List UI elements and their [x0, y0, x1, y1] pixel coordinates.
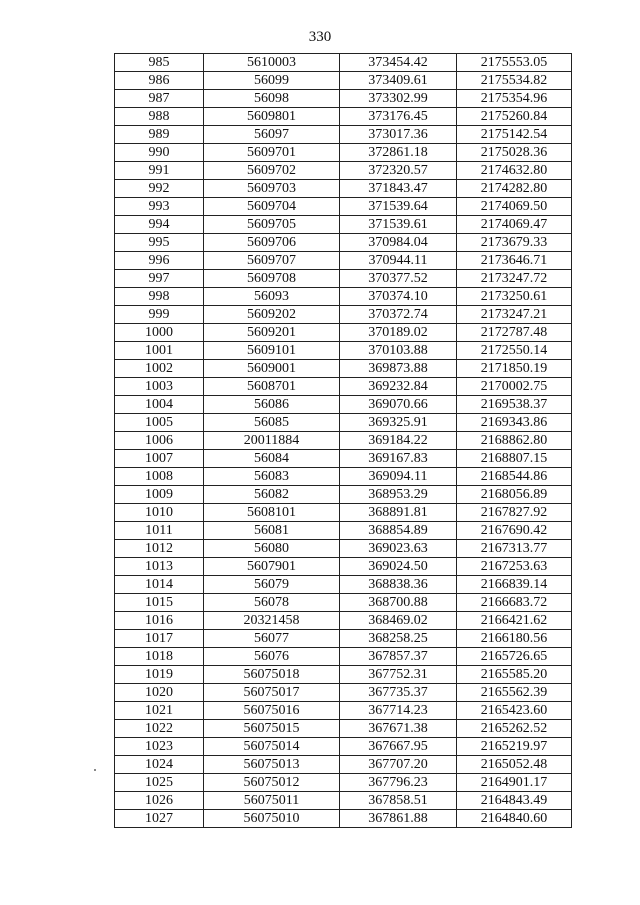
- coordinates-table: [114, 53, 572, 828]
- point-number-cell: 1003: [115, 378, 204, 396]
- point-id-cell: 5609705: [204, 216, 340, 234]
- table-row: [115, 648, 572, 666]
- x-coordinate-cell: 367857.37: [340, 648, 457, 666]
- point-number-cell: 1014: [115, 576, 204, 594]
- table-row: [115, 504, 572, 522]
- y-coordinate-cell: 2164843.49: [457, 792, 572, 810]
- y-coordinate-cell: 2170002.75: [457, 378, 572, 396]
- point-number-cell: 1010: [115, 504, 204, 522]
- y-coordinate-cell: 2164901.17: [457, 774, 572, 792]
- point-id-cell: 56075010: [204, 810, 340, 828]
- x-coordinate-cell: 372861.18: [340, 144, 457, 162]
- x-coordinate-cell: 368953.29: [340, 486, 457, 504]
- point-number-cell: 1026: [115, 792, 204, 810]
- table-row: [115, 54, 572, 72]
- y-coordinate-cell: 2168544.86: [457, 468, 572, 486]
- point-id-cell: 56078: [204, 594, 340, 612]
- point-number-cell: 1017: [115, 630, 204, 648]
- table-row: [115, 612, 572, 630]
- x-coordinate-cell: 367667.95: [340, 738, 457, 756]
- point-number-cell: 991: [115, 162, 204, 180]
- point-number-cell: 1004: [115, 396, 204, 414]
- point-number-cell: 1021: [115, 702, 204, 720]
- y-coordinate-cell: 2171850.19: [457, 360, 572, 378]
- point-number-cell: 997: [115, 270, 204, 288]
- y-coordinate-cell: 2175354.96: [457, 90, 572, 108]
- table-row: [115, 486, 572, 504]
- table-row: [115, 468, 572, 486]
- table-row: [115, 450, 572, 468]
- y-coordinate-cell: 2175553.05: [457, 54, 572, 72]
- point-id-cell: 56075018: [204, 666, 340, 684]
- point-number-cell: 1011: [115, 522, 204, 540]
- point-number-cell: 1018: [115, 648, 204, 666]
- x-coordinate-cell: 372320.57: [340, 162, 457, 180]
- y-coordinate-cell: 2172787.48: [457, 324, 572, 342]
- y-coordinate-cell: 2165726.65: [457, 648, 572, 666]
- point-id-cell: 5609703: [204, 180, 340, 198]
- point-id-cell: 5609706: [204, 234, 340, 252]
- page-number: 330: [308, 29, 332, 45]
- point-id-cell: 56086: [204, 396, 340, 414]
- point-id-cell: 20011884: [204, 432, 340, 450]
- y-coordinate-cell: 2167690.42: [457, 522, 572, 540]
- x-coordinate-cell: 369023.63: [340, 540, 457, 558]
- y-coordinate-cell: 2166421.62: [457, 612, 572, 630]
- point-number-cell: 1015: [115, 594, 204, 612]
- y-coordinate-cell: 2165262.52: [457, 720, 572, 738]
- point-id-cell: 56083: [204, 468, 340, 486]
- x-coordinate-cell: 367735.37: [340, 684, 457, 702]
- table-row: [115, 90, 572, 108]
- x-coordinate-cell: 370984.04: [340, 234, 457, 252]
- x-coordinate-cell: 373409.61: [340, 72, 457, 90]
- point-id-cell: 56079: [204, 576, 340, 594]
- point-id-cell: 56075012: [204, 774, 340, 792]
- table-row: [115, 684, 572, 702]
- table-row: [115, 594, 572, 612]
- table-row: [115, 360, 572, 378]
- point-id-cell: 56075017: [204, 684, 340, 702]
- point-number-cell: 1005: [115, 414, 204, 432]
- point-id-cell: 5609707: [204, 252, 340, 270]
- table-row: [115, 540, 572, 558]
- point-number-cell: 987: [115, 90, 204, 108]
- point-number-cell: 1025: [115, 774, 204, 792]
- table-row: [115, 630, 572, 648]
- y-coordinate-cell: 2164840.60: [457, 810, 572, 828]
- point-id-cell: 56099: [204, 72, 340, 90]
- y-coordinate-cell: 2168807.15: [457, 450, 572, 468]
- table-row: [115, 180, 572, 198]
- table-row: [115, 216, 572, 234]
- table-row: [115, 306, 572, 324]
- point-id-cell: 5607901: [204, 558, 340, 576]
- x-coordinate-cell: 367861.88: [340, 810, 457, 828]
- point-id-cell: 56075013: [204, 756, 340, 774]
- point-id-cell: 20321458: [204, 612, 340, 630]
- point-id-cell: 5609101: [204, 342, 340, 360]
- point-id-cell: 5609202: [204, 306, 340, 324]
- x-coordinate-cell: 369873.88: [340, 360, 457, 378]
- y-coordinate-cell: 2175028.36: [457, 144, 572, 162]
- x-coordinate-cell: 367752.31: [340, 666, 457, 684]
- table-row: [115, 666, 572, 684]
- x-coordinate-cell: 369167.83: [340, 450, 457, 468]
- x-coordinate-cell: 371539.61: [340, 216, 457, 234]
- point-number-cell: 995: [115, 234, 204, 252]
- scan-artifact-dot: [94, 769, 96, 771]
- y-coordinate-cell: 2173250.61: [457, 288, 572, 306]
- y-coordinate-cell: 2166180.56: [457, 630, 572, 648]
- point-id-cell: 56084: [204, 450, 340, 468]
- x-coordinate-cell: 368854.89: [340, 522, 457, 540]
- x-coordinate-cell: 367707.20: [340, 756, 457, 774]
- y-coordinate-cell: 2167313.77: [457, 540, 572, 558]
- point-number-cell: 1009: [115, 486, 204, 504]
- table-row: [115, 252, 572, 270]
- y-coordinate-cell: 2175260.84: [457, 108, 572, 126]
- table-row: [115, 126, 572, 144]
- y-coordinate-cell: 2173646.71: [457, 252, 572, 270]
- point-number-cell: 1027: [115, 810, 204, 828]
- y-coordinate-cell: 2169538.37: [457, 396, 572, 414]
- table-row: [115, 270, 572, 288]
- y-coordinate-cell: 2172550.14: [457, 342, 572, 360]
- point-number-cell: 998: [115, 288, 204, 306]
- table-row: [115, 162, 572, 180]
- x-coordinate-cell: 369184.22: [340, 432, 457, 450]
- table-row: [115, 72, 572, 90]
- table-row: [115, 774, 572, 792]
- y-coordinate-cell: 2173679.33: [457, 234, 572, 252]
- point-number-cell: 985: [115, 54, 204, 72]
- point-id-cell: 5609001: [204, 360, 340, 378]
- point-number-cell: 1024: [115, 756, 204, 774]
- point-number-cell: 993: [115, 198, 204, 216]
- point-id-cell: 56097: [204, 126, 340, 144]
- point-number-cell: 994: [115, 216, 204, 234]
- x-coordinate-cell: 367858.51: [340, 792, 457, 810]
- table-row: [115, 198, 572, 216]
- table-row: [115, 792, 572, 810]
- point-number-cell: 986: [115, 72, 204, 90]
- y-coordinate-cell: 2175534.82: [457, 72, 572, 90]
- point-id-cell: 5609701: [204, 144, 340, 162]
- y-coordinate-cell: 2174069.50: [457, 198, 572, 216]
- point-number-cell: 1020: [115, 684, 204, 702]
- table-row: [115, 108, 572, 126]
- x-coordinate-cell: 368700.88: [340, 594, 457, 612]
- point-number-cell: 1012: [115, 540, 204, 558]
- point-number-cell: 1023: [115, 738, 204, 756]
- point-id-cell: 56085: [204, 414, 340, 432]
- y-coordinate-cell: 2168056.89: [457, 486, 572, 504]
- x-coordinate-cell: 368469.02: [340, 612, 457, 630]
- table-row: [115, 522, 572, 540]
- table-row: [115, 144, 572, 162]
- point-number-cell: 1019: [115, 666, 204, 684]
- point-number-cell: 1016: [115, 612, 204, 630]
- point-number-cell: 1022: [115, 720, 204, 738]
- point-number-cell: 1013: [115, 558, 204, 576]
- x-coordinate-cell: 369325.91: [340, 414, 457, 432]
- point-id-cell: 56075011: [204, 792, 340, 810]
- x-coordinate-cell: 370189.02: [340, 324, 457, 342]
- x-coordinate-cell: 370372.74: [340, 306, 457, 324]
- y-coordinate-cell: 2174069.47: [457, 216, 572, 234]
- point-id-cell: 56077: [204, 630, 340, 648]
- table-row: [115, 810, 572, 828]
- x-coordinate-cell: 373017.36: [340, 126, 457, 144]
- table-row: [115, 324, 572, 342]
- table-row: [115, 738, 572, 756]
- point-id-cell: 56076: [204, 648, 340, 666]
- point-id-cell: 56075014: [204, 738, 340, 756]
- y-coordinate-cell: 2167827.92: [457, 504, 572, 522]
- point-id-cell: 56098: [204, 90, 340, 108]
- table-row: [115, 378, 572, 396]
- point-id-cell: 56080: [204, 540, 340, 558]
- y-coordinate-cell: 2165052.48: [457, 756, 572, 774]
- x-coordinate-cell: 369070.66: [340, 396, 457, 414]
- x-coordinate-cell: 369232.84: [340, 378, 457, 396]
- x-coordinate-cell: 368838.36: [340, 576, 457, 594]
- point-number-cell: 989: [115, 126, 204, 144]
- table-row: [115, 756, 572, 774]
- point-number-cell: 1002: [115, 360, 204, 378]
- point-id-cell: 5609702: [204, 162, 340, 180]
- point-number-cell: 999: [115, 306, 204, 324]
- y-coordinate-cell: 2174282.80: [457, 180, 572, 198]
- point-number-cell: 996: [115, 252, 204, 270]
- x-coordinate-cell: 370103.88: [340, 342, 457, 360]
- point-number-cell: 1001: [115, 342, 204, 360]
- x-coordinate-cell: 367796.23: [340, 774, 457, 792]
- point-number-cell: 1008: [115, 468, 204, 486]
- point-id-cell: 56075015: [204, 720, 340, 738]
- table-row: [115, 342, 572, 360]
- y-coordinate-cell: 2169343.86: [457, 414, 572, 432]
- x-coordinate-cell: 370944.11: [340, 252, 457, 270]
- x-coordinate-cell: 369024.50: [340, 558, 457, 576]
- table-row: [115, 720, 572, 738]
- table-row: [115, 288, 572, 306]
- x-coordinate-cell: 367714.23: [340, 702, 457, 720]
- point-id-cell: 5608101: [204, 504, 340, 522]
- table-row: [115, 558, 572, 576]
- y-coordinate-cell: 2167253.63: [457, 558, 572, 576]
- point-id-cell: 5609801: [204, 108, 340, 126]
- point-id-cell: 5609201: [204, 324, 340, 342]
- x-coordinate-cell: 371539.64: [340, 198, 457, 216]
- y-coordinate-cell: 2175142.54: [457, 126, 572, 144]
- y-coordinate-cell: 2173247.21: [457, 306, 572, 324]
- point-number-cell: 1007: [115, 450, 204, 468]
- point-id-cell: 5608701: [204, 378, 340, 396]
- y-coordinate-cell: 2165585.20: [457, 666, 572, 684]
- coordinates-table-body: [115, 54, 572, 828]
- point-number-cell: 992: [115, 180, 204, 198]
- x-coordinate-cell: 368891.81: [340, 504, 457, 522]
- point-id-cell: 56093: [204, 288, 340, 306]
- table-row: [115, 702, 572, 720]
- table-row: [115, 234, 572, 252]
- point-number-cell: 990: [115, 144, 204, 162]
- x-coordinate-cell: 371843.47: [340, 180, 457, 198]
- x-coordinate-cell: 368258.25: [340, 630, 457, 648]
- y-coordinate-cell: 2174632.80: [457, 162, 572, 180]
- x-coordinate-cell: 373454.42: [340, 54, 457, 72]
- point-id-cell: 5609708: [204, 270, 340, 288]
- point-number-cell: 1000: [115, 324, 204, 342]
- x-coordinate-cell: 369094.11: [340, 468, 457, 486]
- x-coordinate-cell: 370374.10: [340, 288, 457, 306]
- x-coordinate-cell: 373176.45: [340, 108, 457, 126]
- y-coordinate-cell: 2165423.60: [457, 702, 572, 720]
- x-coordinate-cell: 367671.38: [340, 720, 457, 738]
- y-coordinate-cell: 2166683.72: [457, 594, 572, 612]
- point-id-cell: 56075016: [204, 702, 340, 720]
- x-coordinate-cell: 370377.52: [340, 270, 457, 288]
- point-id-cell: 56082: [204, 486, 340, 504]
- point-number-cell: 988: [115, 108, 204, 126]
- y-coordinate-cell: 2168862.80: [457, 432, 572, 450]
- point-id-cell: 56081: [204, 522, 340, 540]
- y-coordinate-cell: 2173247.72: [457, 270, 572, 288]
- point-id-cell: 5609704: [204, 198, 340, 216]
- table-row: [115, 414, 572, 432]
- y-coordinate-cell: 2165219.97: [457, 738, 572, 756]
- table-row: [115, 396, 572, 414]
- x-coordinate-cell: 373302.99: [340, 90, 457, 108]
- point-number-cell: 1006: [115, 432, 204, 450]
- y-coordinate-cell: 2166839.14: [457, 576, 572, 594]
- table-row: [115, 432, 572, 450]
- table-row: [115, 576, 572, 594]
- point-id-cell: 5610003: [204, 54, 340, 72]
- y-coordinate-cell: 2165562.39: [457, 684, 572, 702]
